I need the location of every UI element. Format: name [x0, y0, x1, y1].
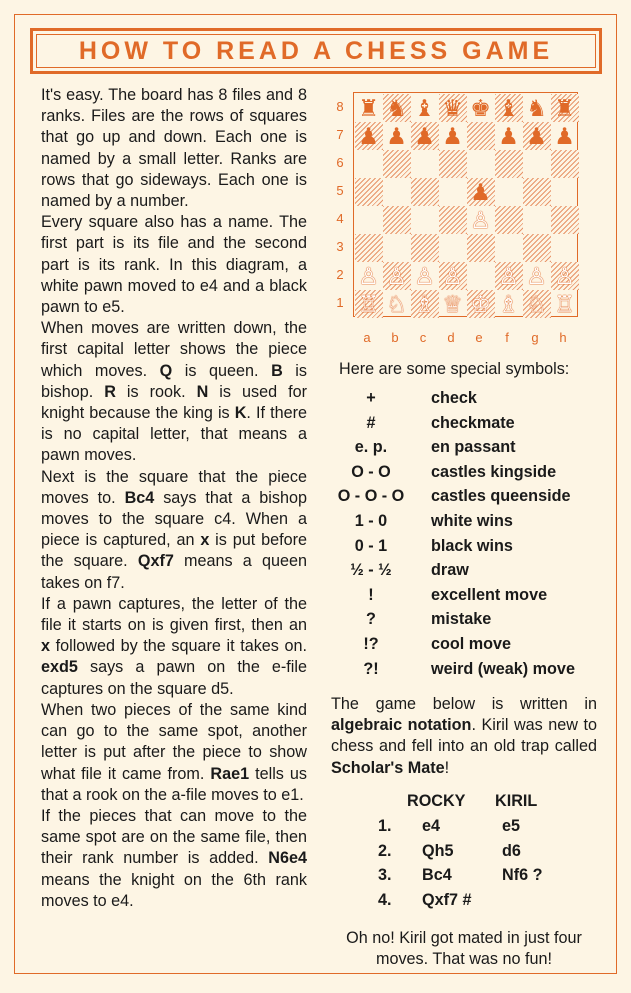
board-square-b6	[383, 150, 411, 178]
rank-label: 2	[336, 267, 344, 282]
board-square-c6	[411, 150, 439, 178]
symbol: !?	[363, 635, 379, 653]
board-square-e3	[467, 234, 495, 262]
move-number: 1.	[378, 817, 392, 835]
rank-label: 6	[336, 155, 344, 170]
move-row	[370, 866, 590, 890]
symbol-meaning: white wins	[431, 512, 513, 530]
chess-piece-a1: ♖	[358, 290, 379, 317]
board-square-h4	[551, 206, 579, 234]
board-square-f3	[495, 234, 523, 262]
symbol-meaning: castles kingside	[431, 462, 557, 481]
chess-piece-f2: ♙	[498, 262, 519, 289]
chess-piece-e1: ♔	[470, 290, 491, 317]
symbol-meaning: black wins	[431, 536, 513, 555]
white-move: Qh5	[422, 841, 454, 860]
symbol-meaning: castles queenside	[431, 487, 571, 506]
chess-piece-b7: ♟	[386, 122, 407, 149]
page-title: HOW TO READ A CHESS GAME	[78, 36, 554, 65]
board-square-a5	[355, 178, 383, 206]
chess-piece-g2: ♙	[526, 262, 547, 289]
board-square-c3	[411, 234, 439, 262]
symbol-meaning: cool move	[431, 635, 512, 653]
board-square-b5	[383, 178, 411, 206]
symbol-row	[330, 610, 600, 634]
para-pawn-captures: If a pawn captures, the letter of the file it starts on is given first, then an x followed by the square it takes on. exd5 says a pawn on the e-file captures on the square d5.	[41, 594, 307, 698]
board-square-e6	[467, 150, 495, 178]
board-square-f6	[495, 150, 523, 178]
chess-piece-e5: ♟	[470, 178, 491, 205]
symbol: O - O	[351, 462, 391, 481]
board-square-d5	[439, 178, 467, 206]
board-square-d3	[439, 234, 467, 262]
symbol-row	[330, 635, 600, 659]
file-label: c	[419, 330, 427, 345]
board-square-g3	[523, 234, 551, 262]
symbol-row	[330, 561, 600, 585]
chess-diagram	[323, 90, 583, 350]
symbol-row	[330, 660, 600, 684]
file-label: e	[475, 330, 483, 345]
symbol-row	[330, 438, 600, 462]
white-move: e4	[422, 817, 441, 835]
chess-piece-c2: ♙	[414, 262, 435, 289]
chess-board	[353, 92, 578, 317]
board-square-g5	[523, 178, 551, 206]
board-square-c5	[411, 178, 439, 206]
chess-piece-b2: ♙	[386, 262, 407, 289]
chess-piece-c7: ♟	[414, 122, 435, 149]
para-rank-disambiguation: If the pieces that can move to the same spot are on the same file, then their rank number is added. N6e4 means the knight on the 6th rank moves to e4.	[41, 806, 307, 910]
black-player-name: KIRIL	[495, 792, 538, 810]
chess-piece-d8: ♛	[442, 94, 463, 121]
board-square-d4	[439, 206, 467, 234]
para-file-disambiguation: When two pieces of the same kind can go to the same spot, another letter is put after the piece to show what file it came from. Rae1 tells us that a rook on the a-file moves to e1.	[41, 700, 307, 804]
chess-piece-a2: ♙	[358, 262, 379, 289]
symbol-meaning: checkmate	[431, 413, 515, 432]
board-square-b3	[383, 234, 411, 262]
left-column	[41, 85, 307, 912]
board-square-a3	[355, 234, 383, 262]
symbol-meaning: weird (weak) move	[431, 659, 575, 678]
black-move: d6	[502, 841, 521, 860]
white-move: Bc4	[422, 866, 452, 885]
chess-piece-c1: ♗	[414, 290, 435, 317]
black-move: Nf6 ?	[502, 866, 543, 885]
symbol: O - O - O	[337, 487, 405, 506]
chess-piece-e8: ♚	[470, 94, 491, 121]
file-label: a	[363, 330, 371, 345]
para-square-moved-to: Next is the square that the piece moves to. Bc4 says that a bishop moves to the square c4. When a piece is captured, an x is put before the square. Qxf7 means a queen takes on f7.	[41, 467, 308, 592]
chess-piece-g1: ♘	[526, 290, 547, 317]
move-row	[370, 891, 590, 915]
file-label: d	[447, 330, 455, 345]
chess-piece-f1: ♗	[498, 290, 519, 317]
symbol-meaning: mistake	[431, 610, 492, 629]
symbol-row	[330, 414, 600, 438]
rank-label: 5	[336, 183, 344, 198]
symbol-meaning: excellent move	[431, 585, 548, 604]
symbol-row	[330, 389, 600, 413]
board-square-g6	[523, 150, 551, 178]
board-square-h5	[551, 178, 579, 206]
symbol: ?	[366, 610, 376, 629]
move-number: 2.	[378, 841, 392, 860]
chess-piece-h2: ♙	[554, 262, 575, 289]
board-square-h3	[551, 234, 579, 262]
algebraic-notation-paragraph: The game below is written in algebraic notation. Kiril was new to chess and fell into an old trap called Scholar's Mate!	[331, 695, 597, 777]
file-label: f	[505, 330, 509, 345]
symbol: ?!	[363, 659, 379, 678]
chess-piece-h7: ♟	[554, 122, 575, 149]
file-label: b	[391, 330, 399, 345]
symbol-row	[330, 487, 600, 511]
symbol-row	[330, 463, 600, 487]
move-row	[370, 817, 590, 841]
chess-piece-d1: ♕	[442, 290, 463, 317]
ending-text: Oh no! Kiril got mated in just four moves. That was no fun!	[346, 929, 582, 969]
symbol-meaning: check	[431, 389, 477, 407]
board-square-g4	[523, 206, 551, 234]
para-files-ranks: It's easy. The board has 8 files and 8 ranks. Files are the rows of squares that go up and down. Each one is named by a small letter. Ranks are rows that go sideways. Each one is named by a number.	[41, 86, 307, 211]
chess-piece-b8: ♞	[386, 94, 407, 121]
white-move: Qxf7 #	[422, 890, 472, 909]
board-square-f5	[495, 178, 523, 206]
symbol: #	[366, 413, 376, 432]
file-label: g	[531, 330, 539, 345]
chess-piece-a7: ♟	[358, 122, 379, 149]
chess-piece-h1: ♖	[554, 290, 575, 317]
move-number: 4.	[378, 890, 392, 909]
chess-piece-f8: ♝	[498, 94, 519, 121]
chess-piece-a8: ♜	[358, 94, 379, 121]
board-square-f4	[495, 206, 523, 234]
symbol: !	[368, 585, 374, 604]
symbol-meaning: draw	[431, 561, 469, 580]
chess-piece-c8: ♝	[414, 94, 435, 121]
board-square-b4	[383, 206, 411, 234]
chess-piece-f7: ♟	[498, 122, 519, 149]
symbols-intro: Here are some special symbols:	[339, 360, 570, 378]
board-square-a6	[355, 150, 383, 178]
symbol-row	[330, 512, 600, 536]
board-square-a4	[355, 206, 383, 234]
rank-label: 7	[336, 127, 344, 142]
board-square-c4	[411, 206, 439, 234]
chess-piece-b1: ♘	[386, 290, 407, 317]
chess-piece-g7: ♟	[526, 122, 547, 149]
title-box	[30, 28, 602, 74]
chess-piece-h8: ♜	[554, 94, 575, 121]
move-number: 3.	[378, 866, 392, 885]
symbol: +	[366, 389, 376, 407]
rank-label: 8	[336, 99, 344, 114]
para-capital-letters: When moves are written down, the first capital letter shows the piece which moves. Q is queen. B is bishop. R is rook. N is used for knight because the king is K. If there is no capital letter, that means a pawn moves.	[41, 319, 307, 465]
board-square-d6	[439, 150, 467, 178]
file-label: h	[559, 330, 567, 345]
symbol: ½ - ½	[350, 561, 392, 580]
board-square-e2	[467, 262, 495, 290]
rank-label: 3	[336, 239, 344, 254]
symbol: e. p.	[354, 438, 388, 457]
rank-label: 4	[336, 211, 344, 226]
move-row	[370, 842, 590, 866]
symbol-row	[330, 537, 600, 561]
symbol-row	[330, 586, 600, 610]
white-player-name: ROCKY	[407, 792, 466, 810]
rank-label: 1	[336, 295, 344, 310]
symbol: 1 - 0	[354, 512, 388, 530]
chess-piece-d7: ♟	[442, 122, 463, 149]
chess-piece-e4: ♙	[470, 206, 491, 233]
symbol-meaning: en passant	[431, 438, 516, 457]
board-square-e7	[467, 122, 495, 150]
chess-piece-g8: ♞	[526, 94, 547, 121]
black-move: e5	[502, 817, 521, 835]
board-square-h6	[551, 150, 579, 178]
symbol: 0 - 1	[354, 536, 388, 555]
chess-piece-d2: ♙	[442, 262, 463, 289]
para-square-names: Every square also has a name. The first part is its file and the second part is its rank. In this diagram, a white pawn moved to e4 and a black pawn to e5.	[41, 213, 307, 317]
